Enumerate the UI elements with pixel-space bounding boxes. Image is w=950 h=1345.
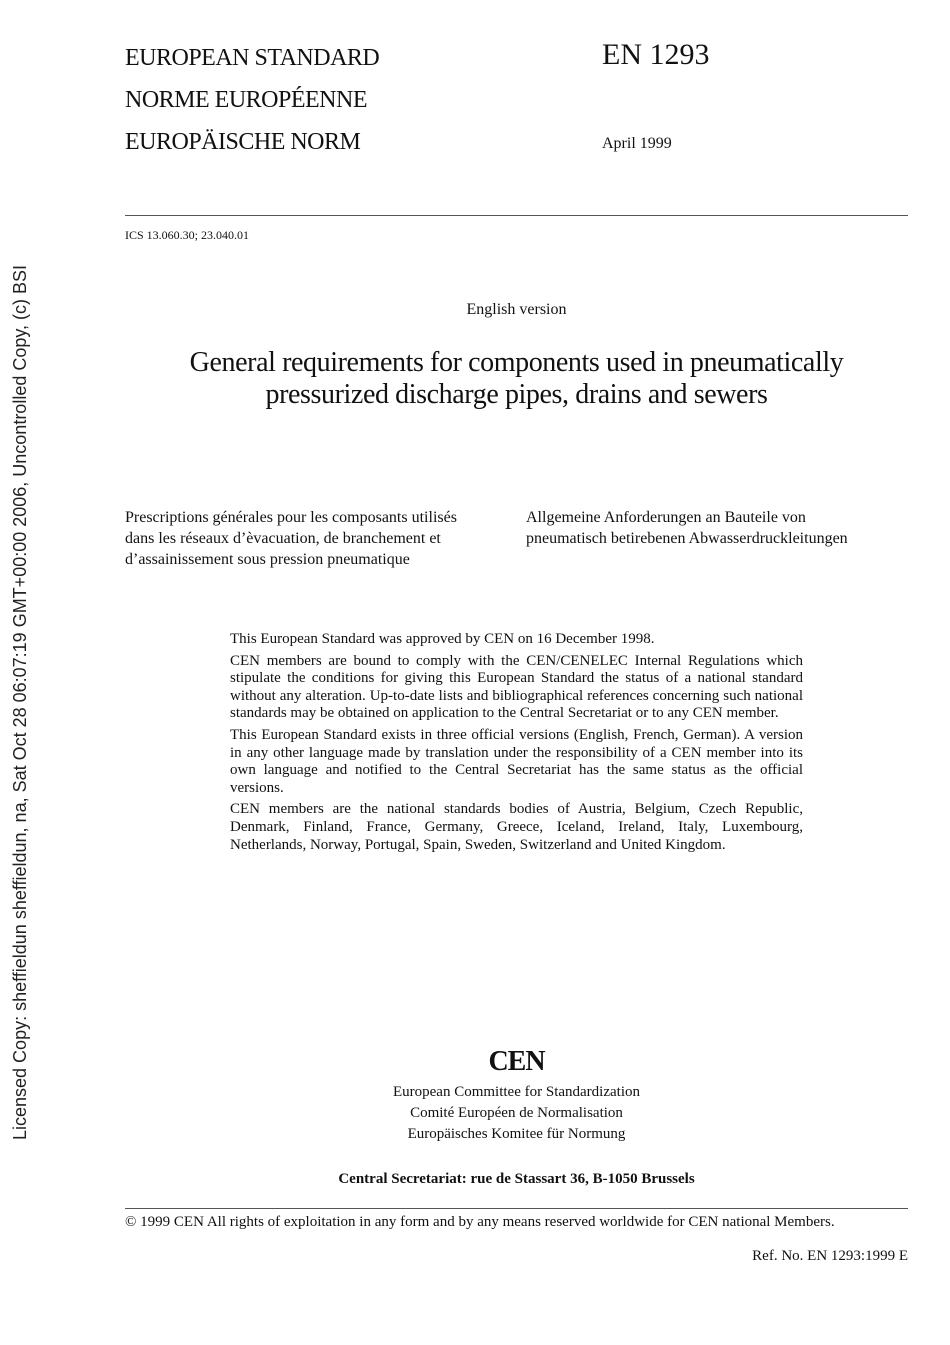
cen-name-english: European Committee for Standardization	[392, 1084, 640, 1100]
header-title-german: EUROPÄISCHE NORM	[125, 129, 361, 155]
publication-date: April 1999	[602, 135, 672, 152]
regulations-paragraph: CEN members are bound to comply with the CEN/CENELEC Internal Regulations which stipulate the conditions for giving this European Standard the status of a national standard without any alteration. Up-to-date lists and bibliographical references concerning such national standards may be obtained on application to the Central Secretariat or to any CEN member.	[230, 652, 803, 722]
version-label: English version	[466, 301, 567, 318]
document-title	[125, 347, 908, 411]
french-title-line: dans les réseaux d’èvacuation, de branchement et	[125, 530, 441, 547]
license-watermark: Licensed Copy: sheffieldun sheffieldun, na, Sat Oct 28 06:07:19 GMT+00:00 2006, Uncontrolled Copy, (c) BSI	[10, 264, 30, 1140]
reference-number: Ref. No. EN 1293:1999 E	[752, 1248, 908, 1264]
german-title-line: pneumatisch betirebenen Abwasserdruckleitungen	[526, 530, 848, 547]
approval-text	[230, 631, 803, 858]
copyright-notice: © 1999 CEN All rights of exploitation in any form and by any means reserved worldwide for CEN national Members.	[125, 1214, 835, 1230]
french-title-line: Prescriptions générales pour les composants utilisés	[125, 509, 457, 526]
french-title	[125, 507, 520, 570]
ics-code: ICS 13.060.30; 23.040.01	[125, 228, 250, 242]
versions-paragraph: This European Standard exists in three official versions (English, French, German). A version in any other language made by translation under the responsibility of a CEN member into its own language and notified to the Central Secretariat has the same status as the official versions.	[230, 726, 803, 796]
cen-logo: CEN	[488, 1046, 545, 1077]
cen-names	[125, 1082, 908, 1145]
header-title-english: EUROPEAN STANDARD	[125, 45, 380, 71]
title-line: pressurized discharge pipes, drains and sewers	[265, 379, 768, 410]
central-secretariat: Central Secretariat: rue de Stassart 36, B-1050 Brussels	[338, 1171, 695, 1187]
header-divider	[125, 215, 908, 216]
members-paragraph: CEN members are the national standards bodies of Austria, Belgium, Czech Republic, Denmark, Finland, France, Germany, Greece, Iceland, Ireland, Italy, Luxembourg, Netherlands, Norway, Portugal, Spain, Sweden, Switzerland and United Kingdom.	[230, 801, 803, 853]
title-line: General requirements for components used in pneumatically	[189, 347, 844, 378]
footer-divider	[125, 1208, 908, 1209]
german-title-line: Allgemeine Anforderungen an Bauteile von	[526, 509, 806, 526]
standard-number: EN 1293	[602, 38, 710, 71]
cen-name-german: Europäisches Komitee für Normung	[407, 1126, 626, 1142]
header-title-french: NORME EUROPÉENNE	[125, 87, 367, 113]
german-title	[526, 507, 916, 549]
french-title-line: d’assainissement sous pression pneumatique	[125, 551, 410, 568]
approval-paragraph: This European Standard was approved by CEN on 16 December 1998.	[230, 631, 655, 647]
cen-name-french: Comité Européen de Normalisation	[410, 1105, 623, 1121]
